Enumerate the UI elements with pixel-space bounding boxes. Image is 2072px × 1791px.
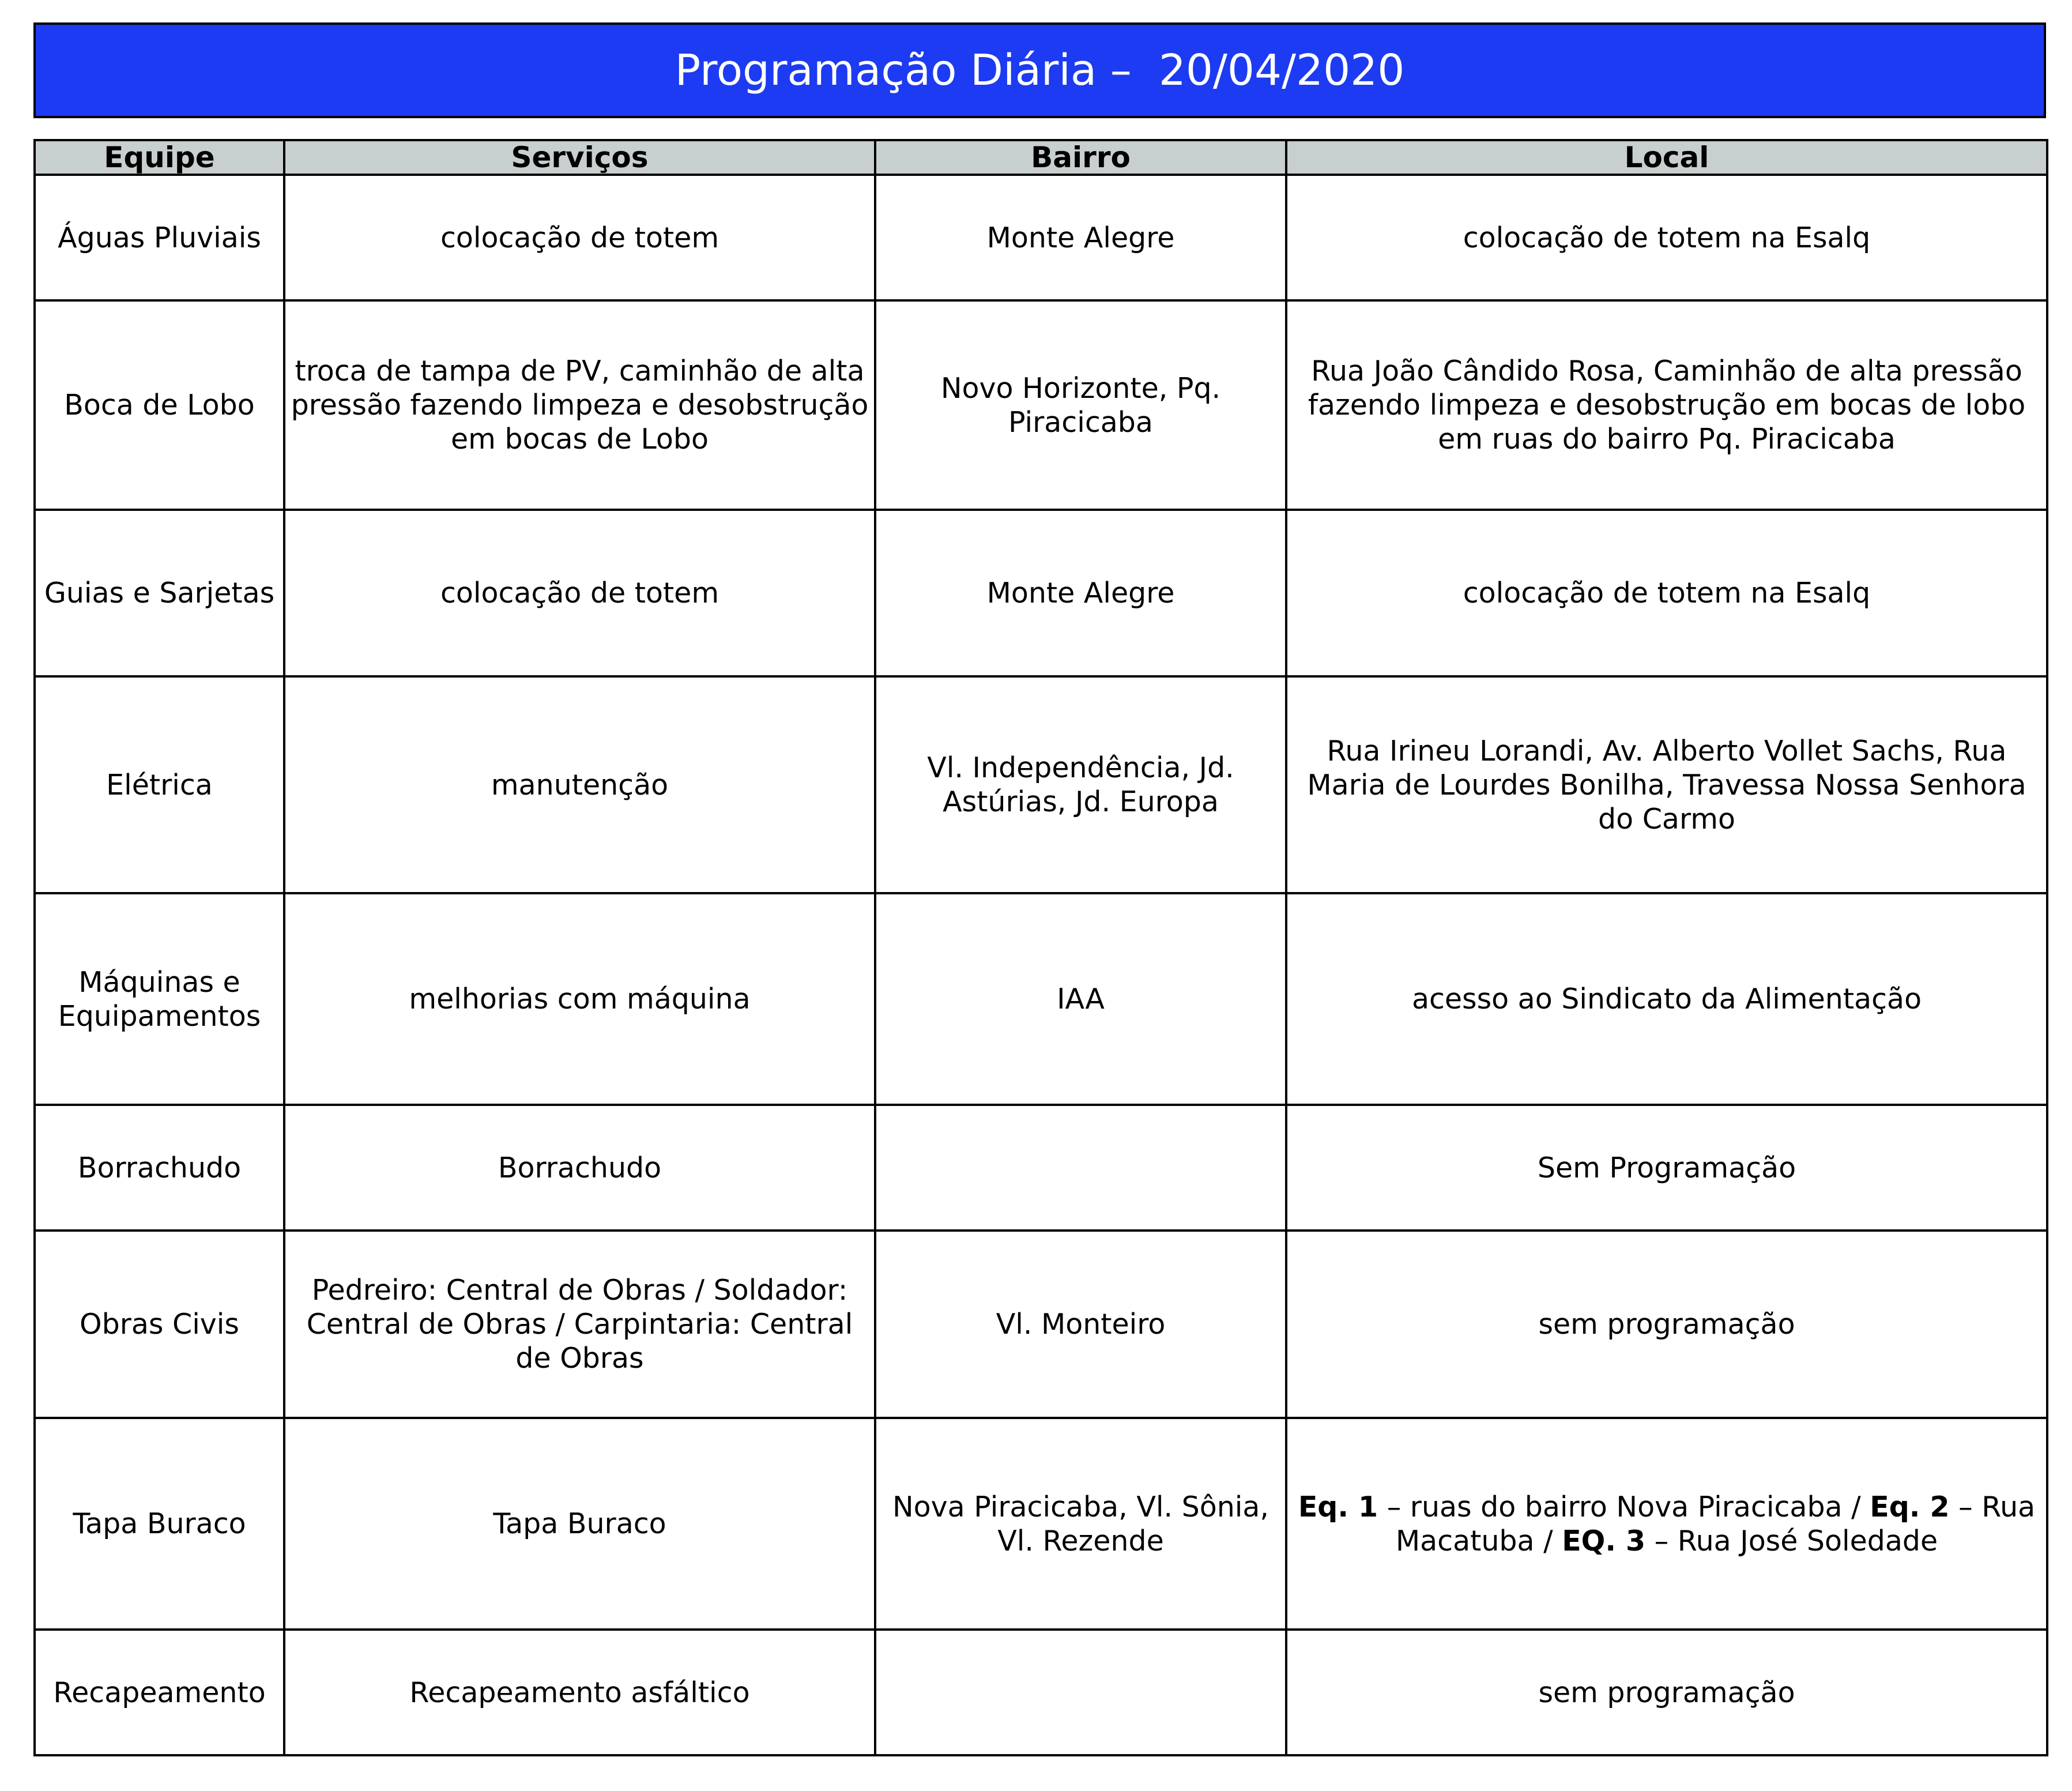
schedule-table	[33, 139, 2048, 1756]
local-team-3-label: EQ. 3	[1562, 1524, 1646, 1557]
cell-local: colocação de totem na Esalq	[1286, 175, 2047, 300]
cell-local: sem programação	[1286, 1630, 2047, 1755]
cell-servicos: colocação de totem	[284, 510, 875, 676]
cell-bairro: Vl. Independência, Jd. Astúrias, Jd. Europa	[875, 676, 1286, 893]
cell-servicos: colocação de totem	[284, 175, 875, 300]
local-team-2-text: – Rua Macatuba /	[1395, 1490, 2036, 1557]
header-equipe: Equipe	[35, 140, 284, 175]
cell-equipe: Obras Civis	[35, 1231, 284, 1418]
cell-local	[1286, 1418, 2047, 1630]
table-row	[35, 1231, 2047, 1418]
cell-equipe: Boca de Lobo	[35, 300, 284, 510]
header-local: Local	[1286, 140, 2047, 175]
local-team-2-label: Eq. 2	[1870, 1490, 1950, 1523]
table-row	[35, 1105, 2047, 1231]
cell-servicos: Pedreiro: Central de Obras / Soldador: Central de Obras / Carpintaria: Central de Obras	[284, 1231, 875, 1418]
table-row	[35, 893, 2047, 1105]
cell-local: Rua Irineu Lorandi, Av. Alberto Vollet Sachs, Rua Maria de Lourdes Bonilha, Travessa Nossa Senhora do Carmo	[1286, 676, 2047, 893]
cell-bairro: Nova Piracicaba, Vl. Sônia, Vl. Rezende	[875, 1418, 1286, 1630]
page-title: Programação Diária – 20/04/2020	[33, 22, 2046, 118]
cell-servicos: manutenção	[284, 676, 875, 893]
cell-local: sem programação	[1286, 1231, 2047, 1418]
cell-bairro	[875, 1630, 1286, 1755]
table-header-row	[35, 140, 2047, 175]
local-team-1-label: Eq. 1	[1298, 1490, 1378, 1523]
cell-bairro: Novo Horizonte, Pq. Piracicaba	[875, 300, 1286, 510]
cell-equipe: Águas Pluviais	[35, 175, 284, 300]
cell-servicos: melhorias com máquina	[284, 893, 875, 1105]
cell-equipe: Tapa Buraco	[35, 1418, 284, 1630]
cell-bairro: Monte Alegre	[875, 510, 1286, 676]
local-team-3-text: – Rua José Soledade	[1645, 1524, 1938, 1557]
cell-equipe: Recapeamento	[35, 1630, 284, 1755]
header-bairro: Bairro	[875, 140, 1286, 175]
cell-local: acesso ao Sindicato da Alimentação	[1286, 893, 2047, 1105]
cell-local: colocação de totem na Esalq	[1286, 510, 2047, 676]
table-row	[35, 676, 2047, 893]
table-row	[35, 510, 2047, 676]
cell-bairro: Monte Alegre	[875, 175, 1286, 300]
cell-bairro: IAA	[875, 893, 1286, 1105]
cell-servicos: Recapeamento asfáltico	[284, 1630, 875, 1755]
table-row	[35, 175, 2047, 300]
cell-servicos: troca de tampa de PV, caminhão de alta pressão fazendo limpeza e desobstrução em bocas de Lobo	[284, 300, 875, 510]
cell-servicos: Borrachudo	[284, 1105, 875, 1231]
table-row	[35, 1630, 2047, 1755]
cell-servicos: Tapa Buraco	[284, 1418, 875, 1630]
cell-bairro	[875, 1105, 1286, 1231]
local-team-1-text: – ruas do bairro Nova Piracicaba /	[1378, 1490, 1870, 1523]
cell-bairro: Vl. Monteiro	[875, 1231, 1286, 1418]
cell-equipe: Guias e Sarjetas	[35, 510, 284, 676]
cell-equipe: Máquinas e Equipamentos	[35, 893, 284, 1105]
table-row	[35, 1418, 2047, 1630]
cell-equipe: Borrachudo	[35, 1105, 284, 1231]
header-servicos: Serviços	[284, 140, 875, 175]
cell-local: Rua João Cândido Rosa, Caminhão de alta pressão fazendo limpeza e desobstrução em bocas de lobo em ruas do bairro Pq. Piracicaba	[1286, 300, 2047, 510]
cell-equipe: Elétrica	[35, 676, 284, 893]
cell-local: Sem Programação	[1286, 1105, 2047, 1231]
table-row	[35, 300, 2047, 510]
